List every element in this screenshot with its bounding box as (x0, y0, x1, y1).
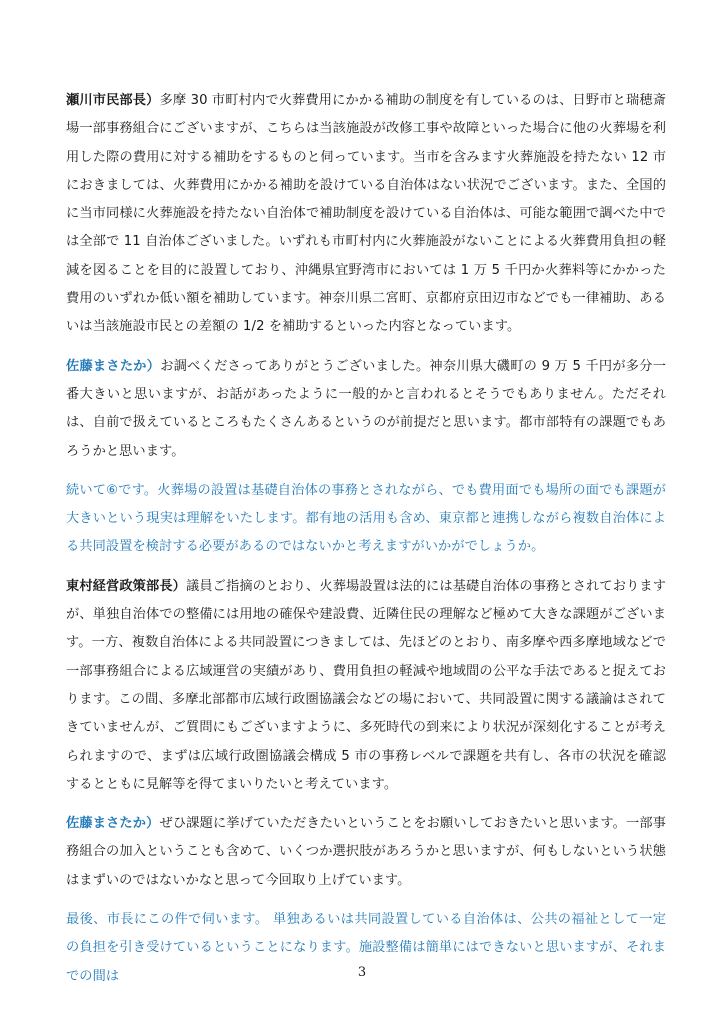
paragraph-answer-policy-dept (66, 573, 666, 799)
speaker-label: 佐藤まさたか） (66, 358, 161, 374)
page-number: 3 (357, 965, 367, 980)
text-line: 利用した際の費用に対する補助をするものと伺っています。当市を含みます火葬施設を持たない 12 市 (66, 121, 666, 165)
text-line: 斎場一部事務組合にございますが、こちらは当該施設が改修工事や故障といった場合に他の火葬場を (66, 93, 666, 137)
text-line: 該施設市民との差額の 1/2 を補助するといった内容となっています。 (105, 319, 521, 335)
text-line: 議員ご指摘のとおり、火葬場設置は法的には基礎自治体の事務とされておりま (186, 578, 653, 594)
speaker-label: 瀬川市民部長） (66, 93, 160, 108)
text-line: 全部で 11 自治体ございました。いずれも市町村内に火葬施設がないことによる火葬費用負担の軽減を (66, 234, 666, 278)
text-line: 市同様に火葬施設を持たない自治体で補助制度を設けている自治体は、可能な範囲で調べた中では (66, 206, 666, 250)
text-line: 負担を引き受けているということになります。施設整備は簡単にはできないと思いますが、それまでの間は (66, 940, 666, 984)
text-line: ぜひ課題に挙げていただきたいということをお願いしておきたいと思います。一部事務組合 (66, 816, 666, 860)
text-line: いるところもたくさんあるというのが前提だと思います。都市部特有の課題でもあろうかと思います。 (66, 415, 666, 459)
document-body (66, 87, 666, 991)
text-line: ます。この間、多摩北部都市広域行政圏協議会などの場において、共同設置に関する議論はされてき (66, 691, 666, 736)
paragraph-question-sato-1 (66, 353, 666, 466)
paragraph-answer-citizen-dept (66, 87, 666, 342)
text-line: 続いて⑥です。火葬場の設置は基礎自治体の事務とされながら、でも費用面でも場所の面でも課題が (66, 482, 666, 498)
text-line: ます。一方、複数自治体による共同設置につきましては、先ほどのとおり、南多摩や西多摩地域などで一 (66, 607, 666, 679)
text-line: いずれか低い額を補助しています。神奈川県二宮町、京都府京田辺市などでも一律補助、あるいは当 (66, 291, 666, 335)
text-line: におきましては、火葬費用にかかる補助を設けている自治体はない状況でございます。また、全国的に当 (66, 177, 666, 222)
text-line: 多摩 30 市町村内で火葬費用にかかる補助の制度を有しているのは、日野市と瑞穂 (159, 93, 653, 108)
text-line: ので、まずは広域行政圏協議会構成 5 市の事務レベルで課題を共有し、各市の状況を確認するととも (66, 748, 666, 792)
text-line: 図ることを目的に設置しており、沖縄県宜野湾市においては 1 万 5 千円か火葬料等にかかった費用の (66, 262, 666, 307)
text-line: すが、単独自治体での整備には用地の確保や建設費、近隣住民の理解など極めて大きな課題がござい (66, 578, 666, 623)
text-line: 最後、市長にこの件で伺います。 単独あるいは共同設置している自治体は、公共の福祉として一定の (66, 912, 666, 956)
text-line: 共同設置を検討する必要があるのではないかと考えますがいかがでしょうか。 (79, 539, 545, 555)
text-line: お調べくださってありがとうございました。神奈川県大磯町の 9 万 5 千円が多分一番大 (66, 358, 666, 402)
text-line: に見解等を得てまいりたいと考えています。 (132, 776, 398, 792)
text-line: きいと思いますが、お話があったように一般的かと言われるとそうでもありません。ただそれは、自前で扱えて (66, 386, 667, 431)
speaker-label: 佐藤まさたか） (66, 816, 160, 832)
text-line: の加入ということも含めて、いくつか選択肢があろうかと思いますが、何もしないという状態はまずいのではな (66, 844, 666, 888)
text-line: 部事務組合による広域運営の実績があり、費用負担の軽減や地域間の公平な手法であると捉えており (66, 663, 666, 707)
speaker-label: 東村経営政策部長） (66, 578, 187, 594)
text-line: 大きいという現実は理解をいたします。都有地の活用も含め、東京都と連携しながら複数自治体による (66, 511, 666, 555)
text-line: ていませんが、ご質問にもございますように、多死時代の到来により状況が深刻化することが考えられます (66, 720, 666, 764)
paragraph-question-sato-3 (66, 810, 666, 895)
paragraph-question-sato-2 (66, 477, 666, 562)
text-line: いかなと思って今回取り上げています。 (172, 872, 411, 888)
